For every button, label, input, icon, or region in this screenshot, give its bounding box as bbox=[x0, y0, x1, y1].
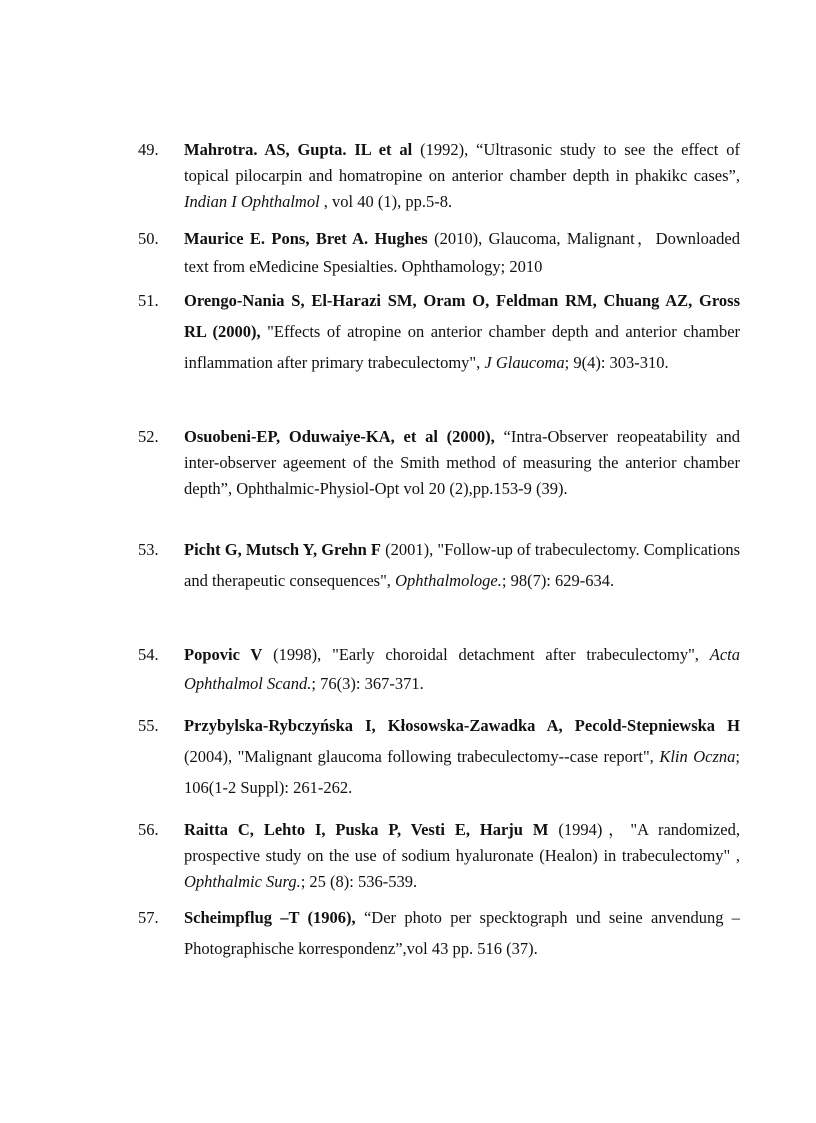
reference-citation: ; 25 (8): 536-539. bbox=[300, 872, 418, 891]
reference-source: Ophthalmologe. bbox=[395, 571, 502, 590]
reference-details: (2004), "Malignant glaucoma following trabeculectomy--case report", bbox=[184, 747, 660, 766]
reference-authors: Scheimpflug –T (1906), bbox=[184, 908, 356, 927]
reference-text bbox=[184, 817, 740, 895]
reference-source: Ophthalmic Surg. bbox=[184, 872, 301, 891]
reference-text bbox=[184, 285, 740, 378]
reference-authors: Maurice E. Pons, Bret A. Hughes bbox=[184, 229, 428, 248]
reference-55 bbox=[138, 710, 740, 803]
reference-authors: Mahrotra. AS, Gupta. IL et al bbox=[184, 140, 413, 159]
reference-text bbox=[184, 902, 740, 964]
reference-authors: Popovic V bbox=[184, 645, 263, 664]
reference-citation: , vol 40 (1), pp.5-8. bbox=[319, 192, 453, 211]
reference-details: (1992), “Ultrasonic study to see the effect of topical pilocarpin and homatropine on anterior chamber depth in phakikc cases”, bbox=[184, 140, 740, 185]
reference-details: (2010), Glaucoma, Malignant，Downloaded text from eMedicine Spesialties. Ophthamology; 2010 bbox=[184, 229, 740, 276]
reference-details: “Der photo per specktograph und seine anvendung –Photographische korrespondenz”,vol 43 pp. 516 (37). bbox=[184, 908, 740, 958]
reference-number: 56. bbox=[138, 820, 159, 839]
reference-51 bbox=[138, 285, 740, 378]
reference-authors: Przybylska-Rybczyńska I, Kłosowska-Zawadka A, Pecold-Stepniewska H bbox=[184, 716, 740, 735]
reference-57 bbox=[138, 902, 740, 964]
reference-50 bbox=[138, 225, 740, 281]
reference-details: (2001), "Follow-up of trabeculectomy. Complications and therapeutic consequences", bbox=[184, 540, 740, 590]
reference-text bbox=[184, 137, 740, 215]
reference-citation: ; 9(4): 303-310. bbox=[564, 353, 669, 372]
reference-53 bbox=[138, 534, 740, 596]
reference-56 bbox=[138, 817, 740, 895]
reference-source: Acta Ophthalmol Scand. bbox=[184, 645, 740, 693]
reference-text bbox=[184, 225, 740, 281]
reference-authors: Raitta C, Lehto I, Puska P, Vesti E, Harju M bbox=[184, 820, 549, 839]
reference-citation: ; 76(3): 367-371. bbox=[311, 674, 424, 693]
reference-source: J Glaucoma bbox=[484, 353, 565, 372]
reference-number: 51. bbox=[138, 291, 159, 310]
reference-authors: Osuobeni-EP, Oduwaiye-KA, et al (2000), bbox=[184, 427, 495, 446]
reference-details: (1998), "Early choroidal detachment after trabeculectomy", bbox=[262, 645, 710, 664]
reference-details: (1994)，"A randomized, prospective study on the use of sodium hyaluronate (Healon) in trabeculectomy" , bbox=[184, 820, 741, 865]
reference-details: "Effects of atropine on anterior chamber depth and anterior chamber inflammation after primary trabeculectomy", bbox=[184, 322, 741, 372]
reference-text bbox=[184, 534, 740, 596]
reference-49 bbox=[138, 137, 740, 215]
reference-text bbox=[184, 710, 740, 803]
reference-authors: Orengo-Nania S, El-Harazi SM, Oram O, Feldman RM, Chuang AZ, Gross RL (2000), bbox=[184, 291, 740, 341]
reference-details: “Intra-Observer reopeatability and inter-observer ageement of the Smith method of measuring the anterior chamber depth”, Ophthalmic-Physiol-Opt vol 20 (2),pp.153-9 (39). bbox=[184, 427, 740, 498]
reference-citation: ; 98(7): 629-634. bbox=[501, 571, 615, 590]
reference-source: Indian I Ophthalmol bbox=[184, 192, 320, 211]
reference-text bbox=[184, 424, 740, 502]
reference-number: 53. bbox=[138, 540, 159, 559]
reference-52 bbox=[138, 424, 740, 502]
reference-number: 49. bbox=[138, 140, 159, 159]
reference-number: 52. bbox=[138, 427, 159, 446]
reference-text bbox=[184, 640, 740, 698]
reference-number: 57. bbox=[138, 908, 159, 927]
reference-number: 54. bbox=[138, 645, 159, 664]
reference-54 bbox=[138, 640, 740, 698]
reference-number: 55. bbox=[138, 716, 159, 735]
reference-source: Klin Oczna bbox=[659, 747, 736, 766]
reference-citation: ; 106(1-2 Suppl): 261-262. bbox=[184, 747, 740, 797]
reference-authors: Picht G, Mutsch Y, Grehn F bbox=[184, 540, 381, 559]
reference-number: 50. bbox=[138, 229, 159, 248]
